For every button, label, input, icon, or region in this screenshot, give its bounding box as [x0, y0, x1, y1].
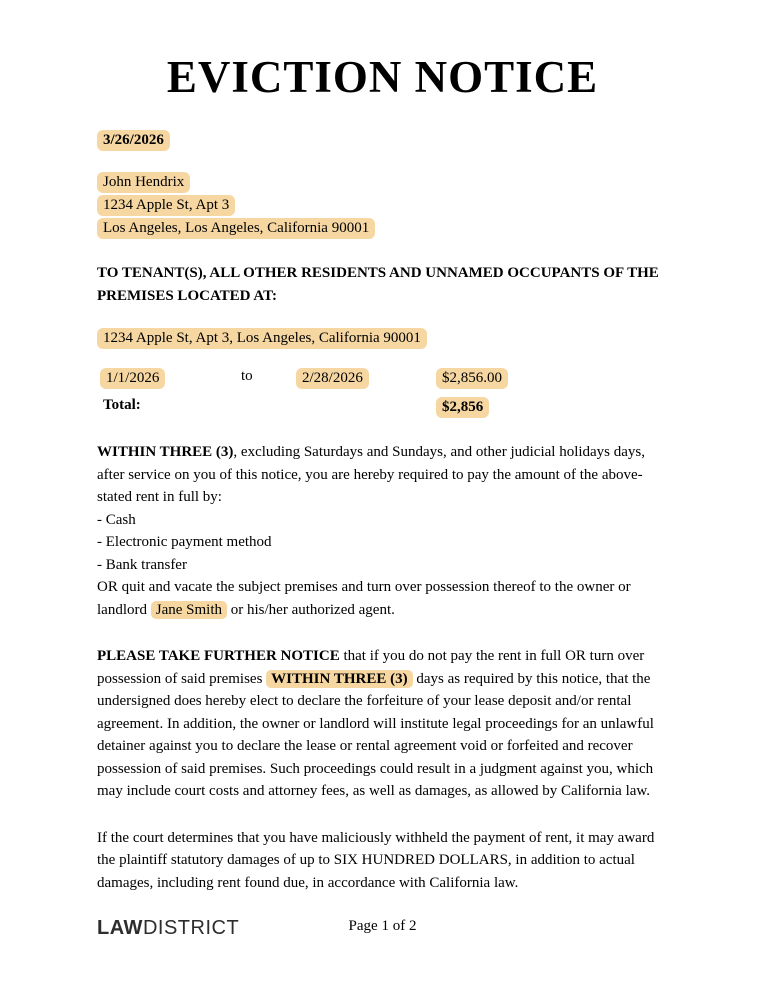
recipient-name-row: [97, 172, 668, 195]
logo-district-text: DISTRICT: [142, 917, 240, 939]
further-notice-text2: days as required by this notice, that the undersigned does hereby elect to declare the forfeiture of your lease deposit and/or rental agreement. In addition, the owner or landlord will institute legal proceedings for an unlawful detainer against you to declare the lease or rental agreement void or forfeited and recover possession of said premises. Such proceedings could result in a judgment against you, which may include court costs and attorney fees, as well as damages, as allowed by California law.: [97, 670, 654, 799]
further-notice-text1: that if you do not pay the rent in full OR turn over possession of said premises: [97, 648, 645, 687]
recipient-name-field[interactable]: John Hendrix: [97, 172, 190, 193]
landlord-name-field[interactable]: Jane Smith: [151, 601, 227, 619]
logo-law-text: LAW: [97, 917, 143, 939]
premises-address-row: [97, 328, 668, 350]
payment-method-item: - Electronic payment method: [97, 534, 272, 550]
further-notice-lead: PLEASE TAKE FURTHER NOTICE: [97, 648, 340, 664]
total-amount-cell: [436, 397, 668, 419]
rent-end-cell: [296, 368, 436, 390]
rent-end-date-field[interactable]: 2/28/2026: [296, 368, 369, 389]
to-tenants-heading: TO TENANT(S), ALL OTHER RESIDENTS AND UNNAMED OCCUPANTS OF THE PREMISES LOCATED AT:: [97, 265, 659, 304]
payment-method-item: - Cash: [97, 511, 136, 528]
recipient-address1-row: [97, 195, 668, 218]
payment-method-item: - Bank transfer: [97, 556, 187, 573]
payment-intro-text: , excluding Saturdays and Sundays, and other judicial holidays days, after service on you of this notice, you are hereby required to pay the amount of the above-stated rent in full by:: [97, 444, 646, 505]
paragraph-damages: If the court determines that you have maliciously withheld the payment of rent, it may award the plaintiff statutory damages of up to SIX HUNDRED DOLLARS, in addition to actual damages, including rent found due, in accordance with California law.: [97, 829, 655, 891]
page-title: EVICTION NOTICE: [166, 52, 599, 102]
page-number: Page 1 of 2: [348, 918, 417, 934]
total-spacer-2: [296, 397, 436, 419]
notice-paragraph-payment: [97, 441, 668, 621]
or-quit-after: or his/her authorized agent.: [230, 601, 395, 618]
total-amount-field[interactable]: $2,856: [436, 397, 489, 418]
issue-date-row: [97, 130, 668, 152]
page-footer: [97, 916, 668, 940]
rent-amount-cell: [436, 368, 668, 390]
rent-period-table: [97, 368, 668, 419]
rent-amount-field[interactable]: $2,856.00: [436, 368, 508, 389]
rent-start-cell: [100, 368, 241, 390]
recipient-address2-row: [97, 218, 668, 241]
premises-address-field[interactable]: 1234 Apple St, Apt 3, Los Angeles, California 90001: [97, 328, 427, 349]
within-three-highlight-field[interactable]: WITHIN THREE (3): [266, 670, 412, 688]
issue-date-field[interactable]: 3/26/2026: [97, 130, 170, 151]
recipient-address-line1-field[interactable]: 1234 Apple St, Apt 3: [97, 195, 235, 216]
or-quit-text: [97, 576, 668, 621]
notice-paragraph-further: [97, 645, 668, 803]
total-spacer-1: [241, 397, 296, 419]
recipient-block: [97, 172, 668, 241]
within-three-lead: WITHIN THREE (3): [97, 444, 234, 460]
rent-start-date-field[interactable]: 1/1/2026: [100, 368, 165, 389]
recipient-address-line2-field[interactable]: Los Angeles, Los Angeles, California 90001: [97, 218, 375, 239]
total-label: Total:: [103, 397, 141, 413]
rent-to-label: to: [241, 368, 253, 384]
or-quit-before: OR quit and vacate the subject premises and turn over possession thereof to the owner or landlord: [97, 579, 631, 618]
